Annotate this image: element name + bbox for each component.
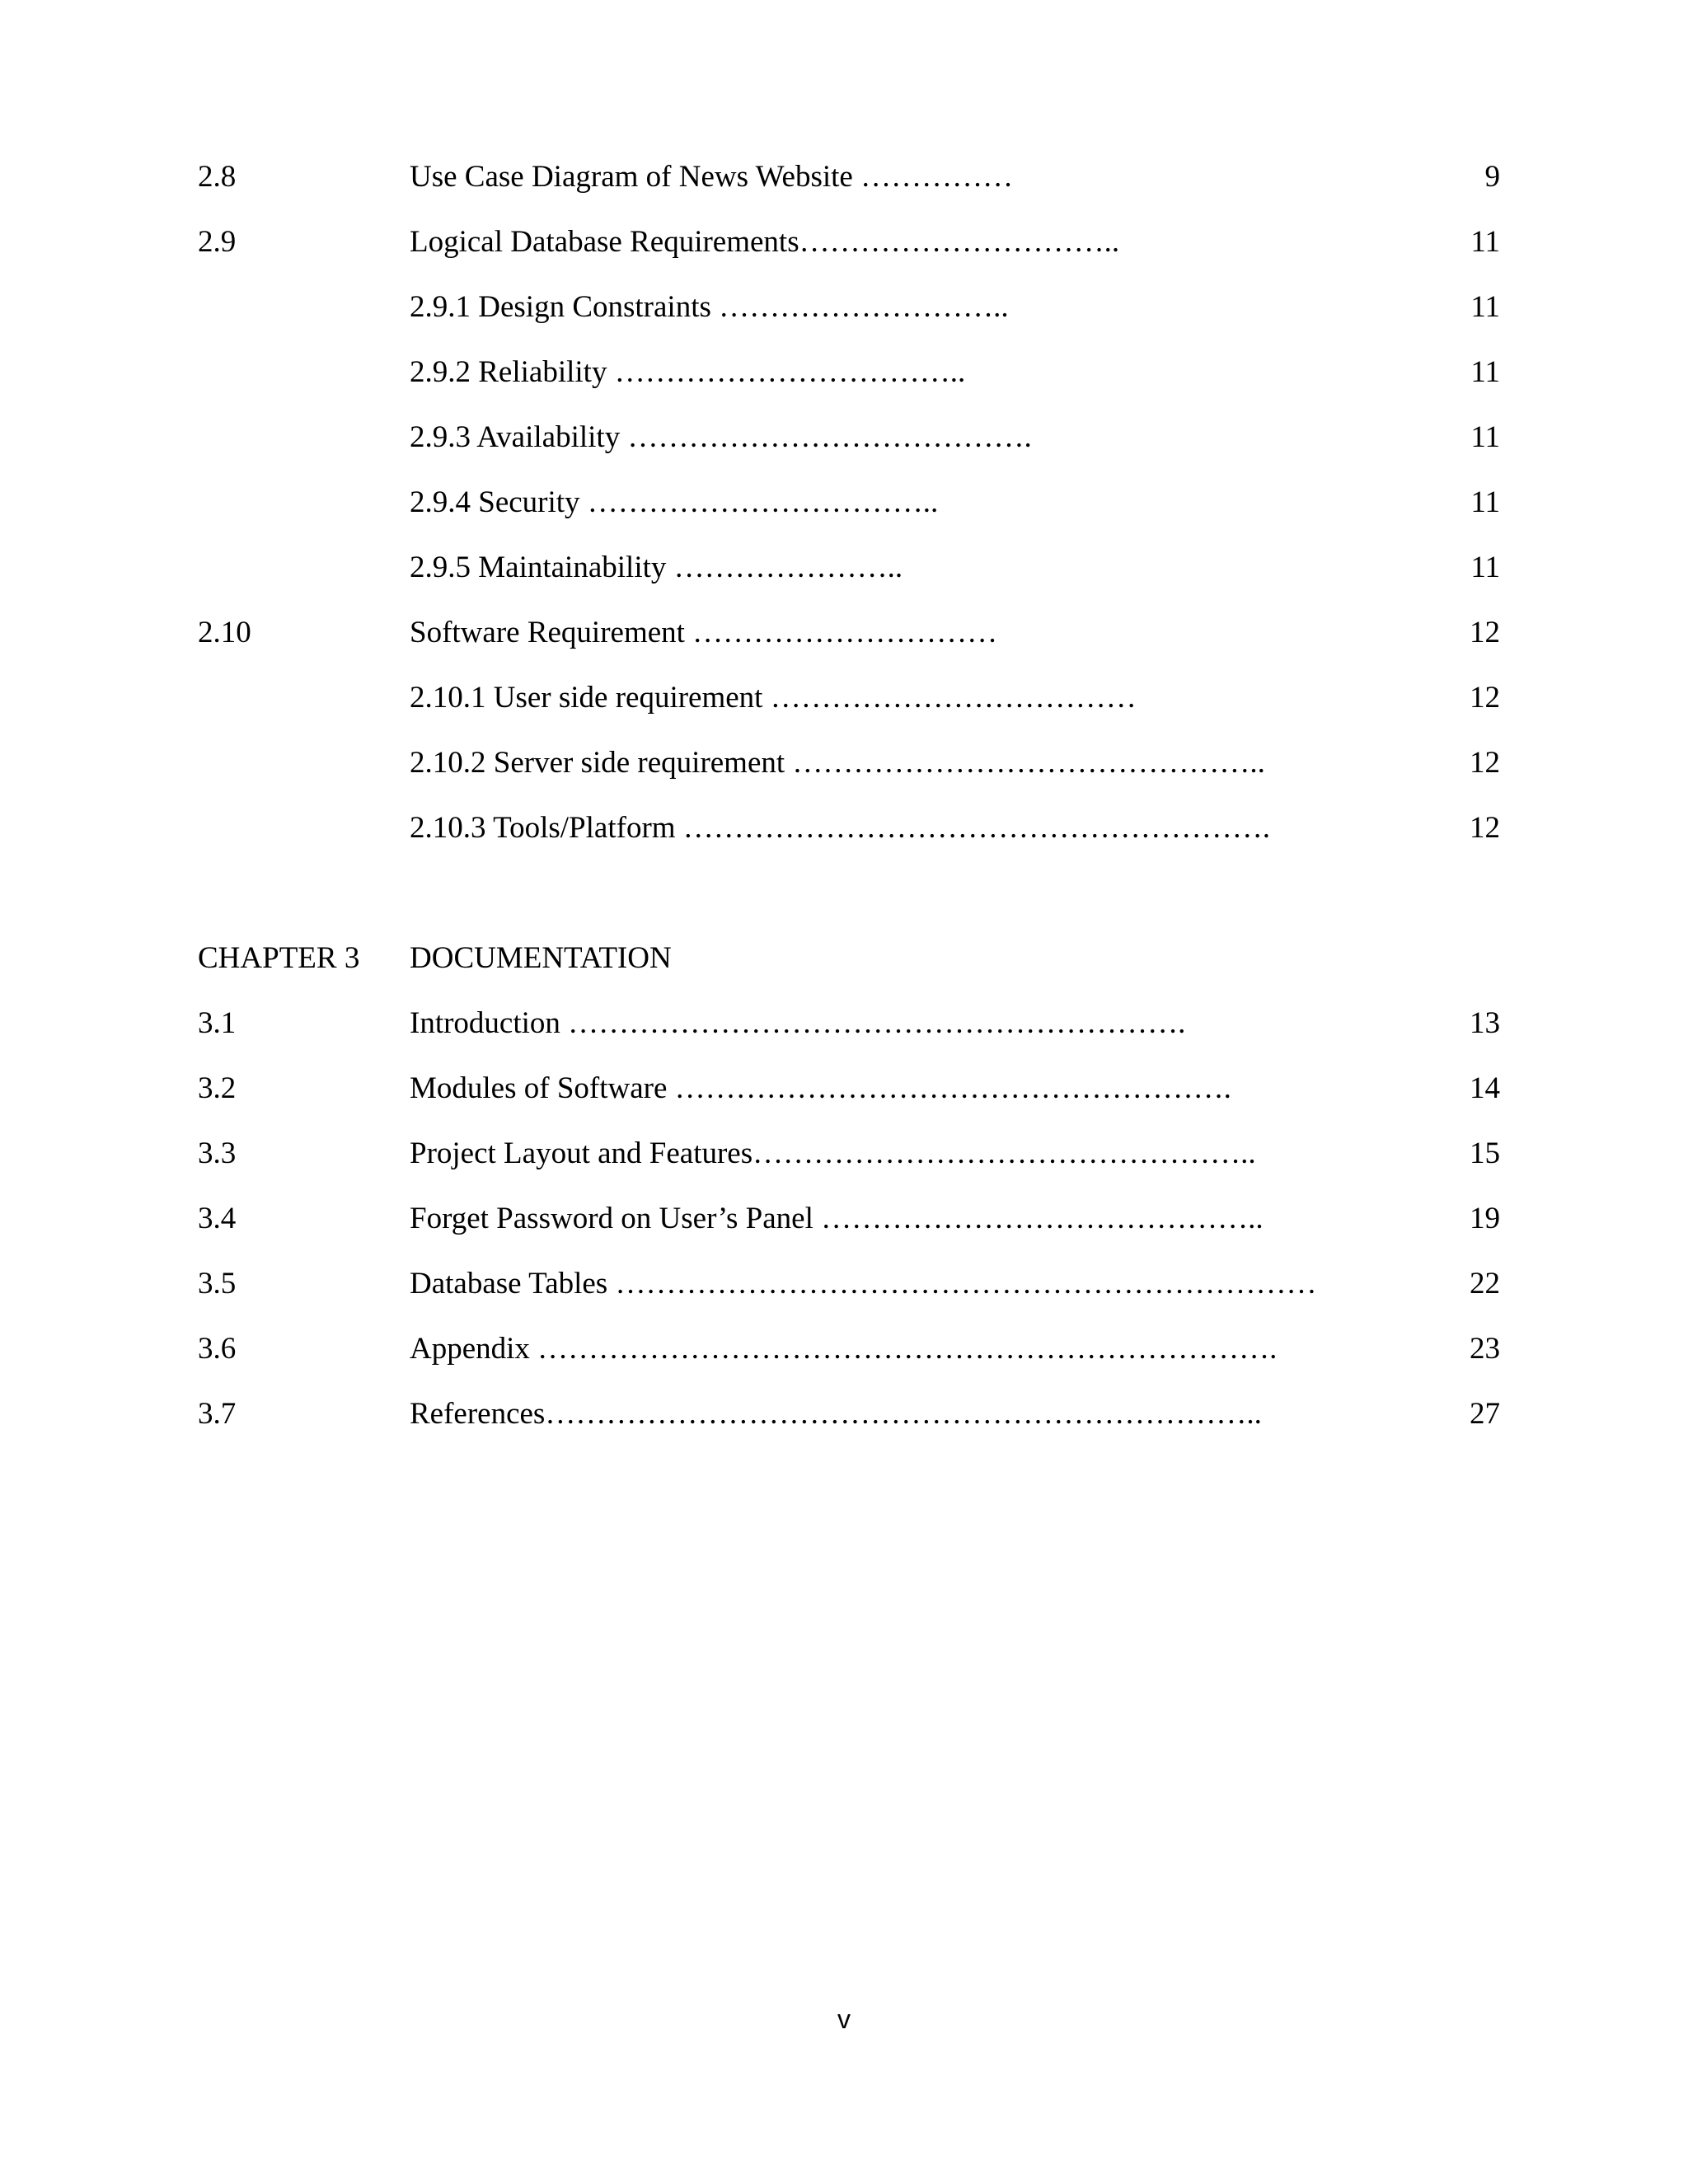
toc-entry-page: 14 [1470,1071,1500,1105]
toc-entry-title: 2.9.2 Reliability …………………………….. [410,355,966,389]
toc-entry-page: 11 [1470,485,1500,519]
toc-entry-title: 2.10.3 Tools/Platform …………………………………………………. [410,811,1271,845]
toc-entry-page: 9 [1484,160,1500,194]
toc-entry-page: 12 [1470,616,1500,649]
toc-entry [0,1064,1688,1113]
toc-entry-title: 2.10.2 Server side requirement ……………………………………….. [410,746,1265,780]
toc-entry-number: 3.5 [198,1267,237,1301]
toc-subentry [0,348,1688,397]
toc-entry-title: References…………………………………………………………….. [410,1397,1262,1431]
toc-entry-title: 2.10.1 User side requirement ……………………………… [410,681,1137,715]
toc-entry [0,1390,1688,1439]
toc-entry-title: Introduction ……………………………………………………. [410,1006,1186,1040]
toc-entry-page: 22 [1470,1267,1500,1301]
toc-entry-number: 2.10 [198,616,251,649]
toc-entry-title: Use Case Diagram of News Website …………… [410,160,1014,194]
toc-entry-title: 2.9.3 Availability …………………………………. [410,420,1032,454]
toc-entry-number: 3.2 [198,1071,237,1105]
toc-entry-page: 15 [1470,1137,1500,1170]
toc-subentry [0,283,1688,332]
toc-subentry [0,804,1688,853]
toc-entry-title: Modules of Software ………………………………………………. [410,1071,1231,1105]
page-number: v [837,2004,851,2034]
toc-entry-title: Project Layout and Features………………………………………….. [410,1137,1256,1170]
toc-subentry [0,478,1688,527]
toc-entry [0,1129,1688,1179]
toc-entry-page: 13 [1470,1006,1500,1040]
toc-entry [0,1194,1688,1244]
toc-entry-title: 2.9.1 Design Constraints ……………………….. [410,290,1009,324]
toc-subentry [0,413,1688,462]
toc-entry [0,152,1688,202]
toc-entry-page: 11 [1470,290,1500,324]
toc-entry-page: 12 [1470,746,1500,780]
toc-entry-number: 3.6 [198,1332,237,1366]
chapter-title: DOCUMENTATION [410,941,672,975]
toc-subentry [0,738,1688,788]
toc-entry-number: 3.1 [198,1006,237,1040]
toc-entry-page: 12 [1470,681,1500,715]
toc-subentry [0,543,1688,593]
toc-entry-page: 23 [1470,1332,1500,1366]
toc-entry-number: 3.3 [198,1137,237,1170]
toc-entry [0,999,1688,1048]
chapter-label: CHAPTER 3 [198,941,360,975]
toc-entry-title: Software Requirement ………………………… [410,616,998,649]
toc-chapter-heading [0,934,1688,983]
toc-entry-page: 19 [1470,1202,1500,1235]
toc-entry-page: 11 [1470,420,1500,454]
toc-entry-title: Logical Database Requirements………………………….. [410,225,1120,259]
toc-entry-page: 11 [1470,551,1500,584]
toc-entry-title: 2.9.4 Security …………………………….. [410,485,939,519]
toc-entry-title: Appendix ………………………………………………………………. [410,1332,1278,1366]
toc-entry-page: 11 [1470,225,1500,259]
toc-entry [0,1259,1688,1309]
toc-entry-page: 11 [1470,355,1500,389]
toc-subentry [0,673,1688,723]
toc-entry-page: 12 [1470,811,1500,845]
toc-entry-title: 2.9.5 Maintainability ………………….. [410,551,903,584]
toc-entry-page: 27 [1470,1397,1500,1431]
toc-entry [0,608,1688,658]
toc-entry-title: Database Tables …………………………………………………………… [410,1267,1317,1301]
toc-entry-number: 3.7 [198,1397,237,1431]
toc-entry [0,218,1688,267]
toc-entry [0,1324,1688,1374]
toc-entry-number: 3.4 [198,1202,237,1235]
toc-entry-title: Forget Password on User’s Panel …………………………………….. [410,1202,1264,1235]
toc-entry-number: 2.9 [198,225,237,259]
toc-entry-number: 2.8 [198,160,237,194]
